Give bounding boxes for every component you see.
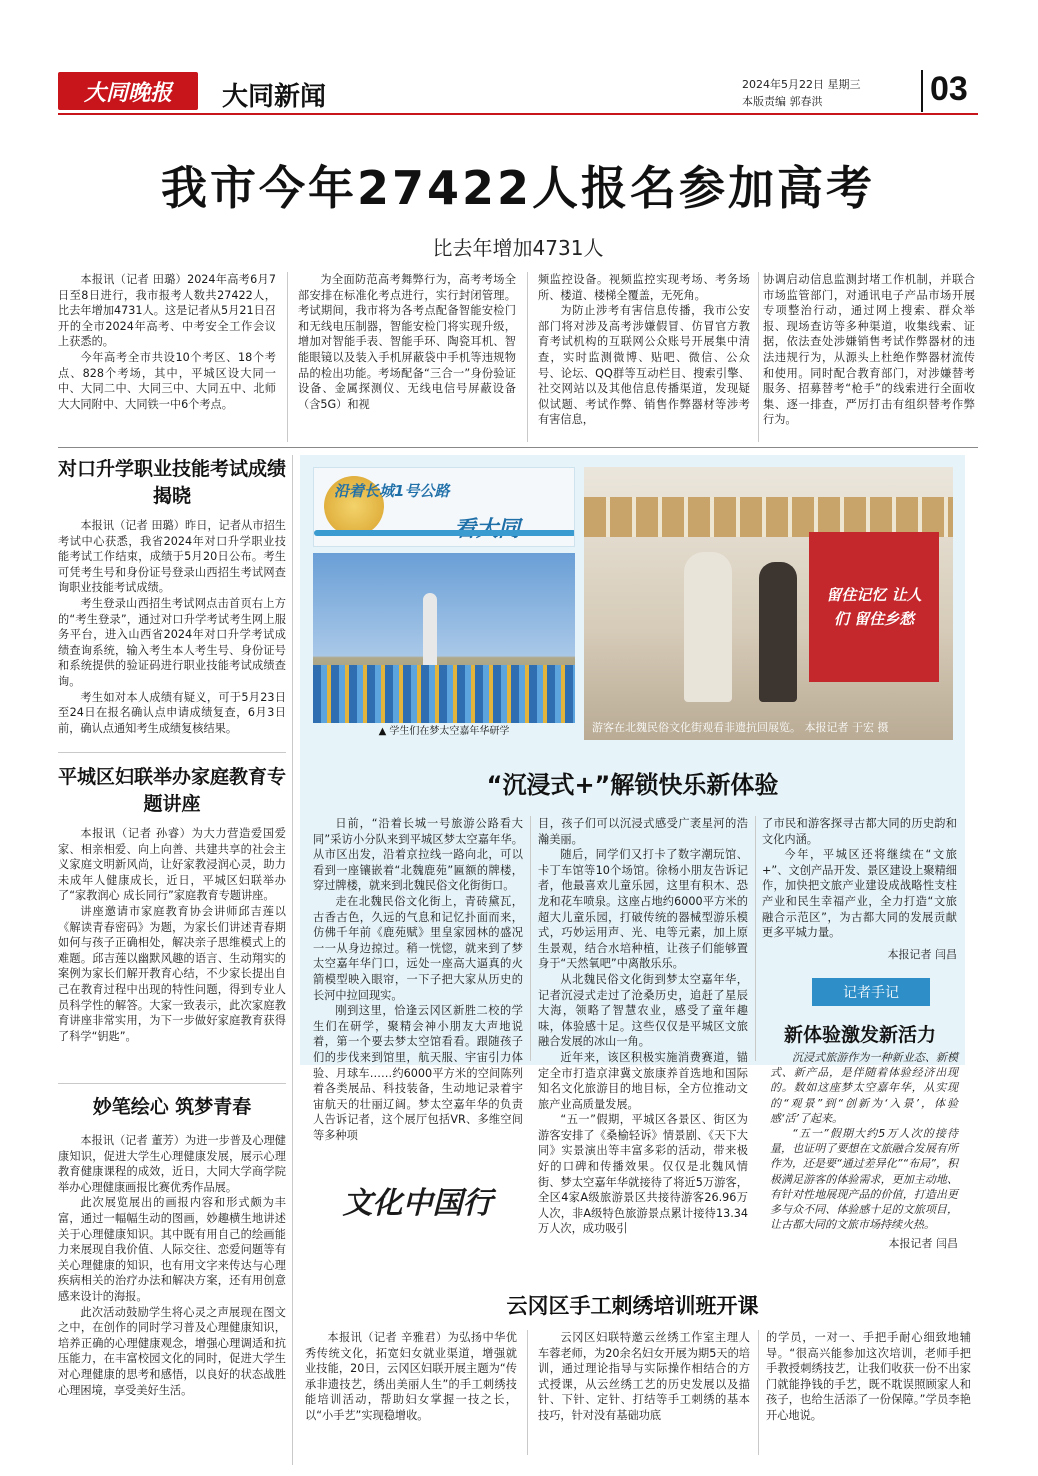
lead-paragraph: 为防止涉考有害信息传播，我市公安部门将对涉及高考涉嫌假冒、仿冒官方教育考试机构的互联网公众账号开展集中清查，实时监测微博、贴吧、微信、公众号、论坛、QQ群等互动栏目、搜索引擎、社交网站以及其他信息传播渠道，发现疑似试题、考试作弊、销售作弊器材等涉考有害信息， <box>538 304 750 427</box>
feature-banner <box>313 467 575 547</box>
exhibit-sign: 留住记忆 让人们 留住乡愁 <box>809 532 939 682</box>
issue-date: 2024年5月22日 星期三 <box>742 78 861 91</box>
reporter-note-tag: 记者手记 <box>812 978 930 1006</box>
column-rule <box>758 1330 759 1455</box>
feature-paragraph: 走在北魏民俗文化街上，青砖黛瓦，古香古色，久远的气息和记忆扑面而来，仿佛千年前《鹿苑赋》里皇家园林的盛况一一从身边掠过。稍一恍惚，就来到了梦太空嘉年华门口，远处一座高大逼真的火箭模型映入眼帘，一下子把大家从历史的长河中拉回现实。 <box>313 894 523 1002</box>
banner-line-1: 沿着长城1号公路 <box>334 482 450 500</box>
side-story-3-title: 妙笔绘心 筑梦青春 <box>92 1096 252 1118</box>
students-crowd <box>313 665 575 725</box>
lead-headline: 我市今年27422人报名参加高考 <box>160 161 876 215</box>
note-paragraph: 沉浸式旅游作为一种新业态、新模式、新产品，是伴随着体验经济出现的。数如这座梦太空嘉年华，从实现的“观景”到“创新为‘入景’，体验感‘活’了起来。 <box>770 1051 958 1125</box>
photo-folk-culture-street <box>584 467 953 740</box>
bottom-paragraph: 本报讯（记者 辛雅君）为弘扬中华优秀传统文化，拓宽妇女就业渠道，增强就业技能，20日，云冈区妇联开展主题为“传承非遗技艺，绣出美丽人生”的手工刺绣技能培训活动，帮助妇女掌握一技之长，以“小手艺”实现稳增收。 <box>305 1331 517 1422</box>
feature-headline: “沉浸式+”解锁快乐新体验 <box>486 771 779 799</box>
newspaper-logo: 大同晚报 <box>58 72 198 110</box>
lead-paragraph: 为全面防范高考舞弊行为，高考考场全部安排在标准化考点进行，实行封闭管理。考试期间，我市将为各考点配备智能安检门和无线电压制器，智能安检门将实现升级，增加对智能手表、智能手环、陶瓷耳机、智能眼镜以及装入手机屏蔽袋中手机等违规物品的检出功能。考场配备“三合一”身份验证设备、金属探测仪、无线电信号屏蔽设备（含5G）和视 <box>298 273 516 411</box>
bottom-column-3 <box>766 1330 971 1424</box>
side-paragraph: 本报讯（记者 董芳）为进一步普及心理健康知识，促进大学生心理健康发展，展示心理教育健康课程的成效，近日，大同大学商学院举办心理健康画报比赛优秀作品展。 <box>58 1134 286 1194</box>
side-paragraph: 考生如对本人成绩有疑义，可于5月23日至24日在报名确认点申请成绩复查，6月3日前，确认点通知考生成绩复核结果。 <box>58 690 286 735</box>
lead-paragraph: 今年高考全市共设10个考区、18个考点、828个考场，其中，平城区设大同一中、大同二中、大同三中、大同五中、北师大大同附中、大同铁一中6个考点。 <box>58 350 276 411</box>
sidebar-rule <box>292 455 293 1465</box>
side-story-3-body <box>58 1133 286 1398</box>
note-paragraph: “五一”假期大约5万人次的接待量，也证明了要想在文旅融合发展有所作为，还是要“通过差异化”“布局”，积极满足游客的体验需求，更加主动地、有针对性地展现产品的价值，打造出更多与众不同、体验感十足的文旅项目，让古都大同的文旅市场持续火热。 <box>770 1127 958 1232</box>
bottom-column-1 <box>305 1330 517 1424</box>
story-rule <box>58 1083 286 1084</box>
bottom-paragraph: 云冈区妇联特邀云丝绣工作室主理人车蓉老师，为20余名妇女开展为期5天的培训，通过理论指导与实际操作相结合的方式授课，从云丝绣工艺的历史发展以及描针、下针、定针、打结等手工刺绣的基本技巧，针对没有基础功底 <box>538 1331 750 1422</box>
page-number: 03 <box>930 70 968 108</box>
bottom-story-title: 云冈区手工刺绣培训班开课 <box>506 1294 759 1318</box>
lead-paragraph: 协调启动信息监测封堵工作机制，并联合市场监管部门，对通讯电子产品市场开展专项整治行动，通过网上搜索、群众举报、现场查访等多种渠道，收集线索、证据，依法查处涉嫌销售考试作弊器材的违法违规行为，从源头上杜绝作弊器材流传和使用。同时配合教育部门，对涉嫌替考服务、招募替考“枪手”的线索进行全面收集、逐一排查，严厉打击有组织替考作弊行为。 <box>763 273 975 427</box>
photo-students-study-tour <box>313 553 575 740</box>
side-paragraph: 此次展览展出的画报内容和形式颇为丰富，通过一幅幅生动的图画，妙趣横生地讲述关于心理健康知识。其中既有用自己的绘画能力来展现自我价值、人际交往、恋爱问题等有关心理健康的知识，也有用文字来传达与心理疾病相关的治疗办法和解决方案，还有用创意感来设计的海报。 <box>58 1196 286 1303</box>
banner-swoosh <box>314 530 575 536</box>
column-rule <box>755 816 756 1061</box>
side-story-1-body <box>58 518 286 736</box>
photo-1-caption: ▲ 学生们在梦太空嘉年华研学 <box>313 723 575 740</box>
column-rule <box>530 816 531 1061</box>
culture-china-stamp: 文化中国行 <box>342 1185 493 1221</box>
feature-column-2 <box>538 816 748 1237</box>
banner-line-2 <box>454 512 520 543</box>
reporter-note-body <box>770 1050 958 1252</box>
column-rule <box>287 272 288 442</box>
bottom-column-2 <box>538 1330 750 1424</box>
side-story-2-title: 平城区妇联举办家庭教育专题讲座 <box>58 766 287 815</box>
side-paragraph: 讲座邀请市家庭教育协会讲师邱吉莲以《解读青春密码》为题，为家长们讲述青春期如何与孩子正确相处，解决亲子思维模式上的难题。邱吉莲以幽默风趣的语言、生动翔实的案例为家长们解开教育心结，不少家长提出自己在教育过程中出现的特性问题，得到专业人员科学性的解答。大家一致表示，此次家庭教育讲座非常实用，为下一步做好家庭教育获得了科学“钥匙”。 <box>58 904 286 1043</box>
header-meta <box>742 76 861 110</box>
feature-paragraph: 日前，“沿着长城一号旅游公路看大同”采访小分队来到平城区梦太空嘉年华。从市区出发，沿着京拉线一路向北，可以看到一座镶嵌着“北魏鹿苑”匾额的牌楼，穿过牌楼，就来到北魏民俗文化街街口。 <box>313 817 523 893</box>
feature-column-1 <box>313 816 523 1143</box>
side-paragraph: 本报讯（记者 田璐）昨日，记者从市招生考试中心获悉，我省2024年对口升学职业技能考试工作结束，成绩于5月20日公布。考生可凭考生号和身份证号登录山西招生考试网查询职业技能考试成绩。 <box>58 519 286 595</box>
bottom-paragraph: 的学员，一对一、手把手耐心细致地辅导。“很高兴能参加这次培训，老师手把手教授刺绣技艺，让我们收获一份不出家门就能挣钱的手艺，既不耽误照顾家人和孩子，也给生活添了一份保障。”学员李艳开心地说。 <box>766 1331 971 1422</box>
side-story-1-title: 对口升学职业技能考试成绩揭晓 <box>58 458 287 507</box>
lead-column-2 <box>298 272 516 412</box>
column-rule <box>527 272 528 442</box>
lead-column-1 <box>58 272 276 412</box>
lead-column-3 <box>538 272 750 428</box>
column-rule <box>527 1330 528 1455</box>
feature-paragraph: 了市民和游客探寻古都大同的历史韵和文化内涵。 <box>762 817 957 846</box>
story-rule <box>58 752 286 753</box>
section-title: 大同新闻 <box>222 82 327 112</box>
section-rule <box>58 447 978 448</box>
feature-paragraph: 近年来，该区积极实施消费赛道，锚定全市打造京津冀文旅康养首选地和国际知名文化旅游目的地目标，全方位推动文旅产业高质量发展。 <box>538 1050 748 1111</box>
side-paragraph: 考生登录山西招生考试网点击首页右上方的“考生登录”，通过对口升学考试考生网上服务平台，进入山西省2024年对口升学考试成绩查询系统，输入考生本人考生号、身份证号和系统提供的验证码进行职业技能考试成绩查询。 <box>58 596 286 688</box>
photo-2-caption: 游客在北魏民俗文化街观看非遗抗回展览。 本报记者 于宏 摄 <box>592 721 889 734</box>
feature-column-3 <box>762 816 957 962</box>
lead-paragraph: 本报讯（记者 田璐）2024年高考6月7日至8日进行，我市报考人数共27422人，比去年增加4731人。这是记者从5月21日召开的全市2024年高考、中考安全工作会议上获悉的。 <box>58 273 276 349</box>
column-rule <box>758 272 759 442</box>
feature-paragraph: 从北魏民俗文化街到梦太空嘉年华，记者沉浸式走过了沧桑历史，追赶了星辰大海，领略了智慧农业，感受了童年趣味，体验感十足。这些仅仅是平城区文旅融合发展的冰山一角。 <box>538 972 748 1049</box>
lead-paragraph: 频监控设备。视频监控实现考场、考务场所、楼道、楼梯全覆盖，无死角。 <box>538 273 750 302</box>
lead-column-4 <box>763 272 975 428</box>
feature-byline: 本报记者 闫昌 <box>887 947 957 961</box>
feature-paragraph: 今年，平城区还将继续在“文旅+”、文创产品开发、景区建设上聚精细作，加快把文旅产业建设成战略性支柱产业和民生幸福产业，全力打造“文旅融合示范区”，为古都大同的发展贡献更多平城力量。 <box>762 848 957 940</box>
reporter-note-title: 新体验激发新活力 <box>783 1024 936 1046</box>
header-rule <box>58 113 978 115</box>
visitor-figure <box>759 562 797 702</box>
side-paragraph: 本报讯（记者 孙睿）为大力营造爱国爱家、相亲相爱、向上向善、共建共享的社会主义家庭文明新风尚，让好家教浸润心灵，助力未成年人健康成长，近日，平城区妇联举办了“家教润心 成长同行”家庭教育专题讲座。 <box>58 827 286 903</box>
side-paragraph: 此次活动鼓励学生将心灵之声展现在图文之中，在创作的同时学习普及心理健康知识，培养正确的心理健康观念，增强心理调适和抗压能力，在丰富校园文化的同时，促进大学生对心理健康的思考和感悟，以良好的状态战胜心理困境，享受美好生活。 <box>58 1305 286 1397</box>
side-story-2-body <box>58 826 286 1044</box>
lead-subheadline: 比去年增加4731人 <box>432 236 604 260</box>
header-divider <box>921 70 923 112</box>
exhibit-panels <box>584 497 953 537</box>
feature-paragraph: 随后，同学们又打卡了数字潮玩馆、卡丁车馆等10个场馆。徐杨小朋友告诉记者，他最喜欢儿童乐园，这里有积木、恐龙和花车喷泉。这座占地约6000平方米的超大儿童乐园，打破传统的器械型游乐模式，巧妙运用声、光、电等元素，加上原生景观，结合水培种植，让孩子们能够置身于“天然氧吧”中离散乐乐。 <box>538 848 748 971</box>
visitor-figure <box>684 552 732 702</box>
note-byline: 本报记者 闫昌 <box>888 1237 958 1251</box>
feature-paragraph: “五一”假期，平城区各景区、街区为游客安排了《桑榆轻诉》情景剧、《天下大同》实景演出等丰富多彩的活动，带来极好的口碑和传播效果。仅仅是北魏风情街、梦太空嘉年华就接待了将近5万游客，全区4家A级旅游景区共接待游客26.96万人次，非A级特色旅游景点累计接待13.34万人次，成功吸引 <box>538 1113 748 1236</box>
feature-paragraph: 刚到这里，恰逢云冈区新胜二校的学生们在研学，聚精会神小朋友大声地说着，第一个要去梦太空馆看看。跟随孩子们的步伐来到馆里，航天服、宇宙引力体验、月球车……约6000平方米的空间陈列着各类展品、科技装备，生动地记录着宇宙航天的壮丽辽阔。梦太空嘉年华的负责人告诉记者，这个展厅包括VR、多维空间等多种项 <box>313 1004 523 1142</box>
feature-paragraph: 目，孩子们可以沉浸式感受广袤星河的浩瀚美丽。 <box>538 817 748 846</box>
page-editor: 本版责编 郭春洪 <box>742 95 823 108</box>
